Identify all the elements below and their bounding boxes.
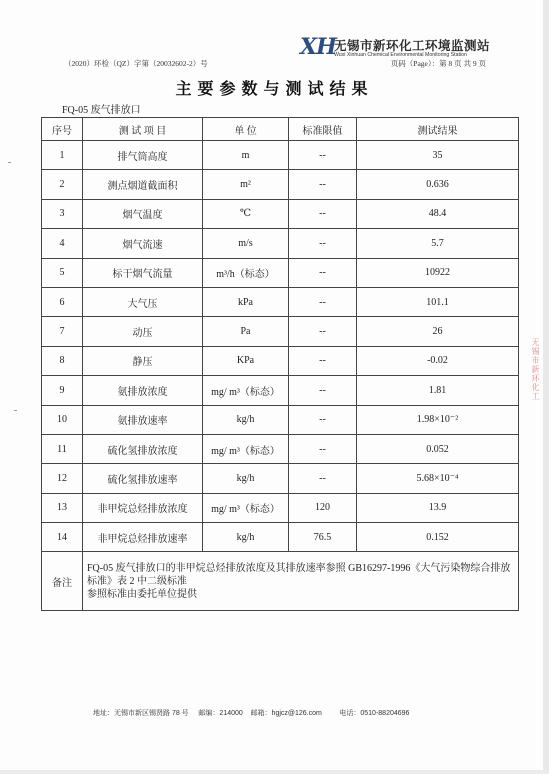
row-limit: 120 bbox=[289, 493, 357, 522]
row-item: 烟气流速 bbox=[83, 229, 203, 258]
table-row bbox=[42, 376, 519, 405]
row-no: 9 bbox=[42, 376, 83, 405]
row-no: 3 bbox=[42, 199, 83, 228]
row-result: 26 bbox=[357, 317, 519, 346]
table-row bbox=[42, 434, 519, 463]
row-unit: Pa bbox=[203, 317, 289, 346]
table-row bbox=[42, 464, 519, 493]
row-unit: KPa bbox=[203, 346, 289, 375]
row-limit: -- bbox=[289, 317, 357, 346]
table-row bbox=[42, 346, 519, 375]
row-no: 13 bbox=[42, 493, 83, 522]
footer-postcode: 邮编：214000 bbox=[198, 710, 243, 717]
row-no: 8 bbox=[42, 346, 83, 375]
remarks-body bbox=[83, 552, 519, 611]
row-result: 1.98×10⁻² bbox=[357, 405, 519, 434]
row-item: 静压 bbox=[83, 346, 203, 375]
footer-phone: 电话：0510-88204696 bbox=[339, 710, 410, 717]
row-result: 10922 bbox=[357, 258, 519, 287]
row-no: 2 bbox=[42, 170, 83, 199]
table-row bbox=[42, 258, 519, 287]
row-no: 7 bbox=[42, 317, 83, 346]
row-no: 14 bbox=[42, 523, 83, 552]
table-row bbox=[42, 170, 519, 199]
row-item: 动压 bbox=[83, 317, 203, 346]
row-item: 非甲烷总烃排放速率 bbox=[83, 523, 203, 552]
station-name-cn: 无锡市新环化工环境监测站 bbox=[334, 38, 491, 53]
row-result: 13.9 bbox=[357, 493, 519, 522]
table-header-row bbox=[42, 118, 519, 141]
row-result: 101.1 bbox=[357, 287, 519, 316]
outlet-name: FQ-05 废气排放口 bbox=[62, 105, 141, 116]
logo-mark: XH bbox=[300, 34, 336, 60]
row-result: 5.7 bbox=[357, 229, 519, 258]
row-limit: -- bbox=[289, 199, 357, 228]
row-item: 非甲烷总烃排放浓度 bbox=[83, 493, 203, 522]
remarks-line-provider: 参照标准由委托单位提供 bbox=[87, 588, 197, 600]
table-row bbox=[42, 141, 519, 170]
row-item: 排气筒高度 bbox=[83, 141, 203, 170]
row-item: 硫化氢排放速率 bbox=[83, 464, 203, 493]
remarks-row bbox=[42, 552, 519, 611]
row-item: 氨排放浓度 bbox=[83, 376, 203, 405]
row-result: 0.152 bbox=[357, 523, 519, 552]
row-result: 0.052 bbox=[357, 434, 519, 463]
row-no: 5 bbox=[42, 258, 83, 287]
row-unit: kPa bbox=[203, 287, 289, 316]
row-item: 烟气温度 bbox=[83, 199, 203, 228]
row-limit: 76.5 bbox=[289, 523, 357, 552]
remarks-line-standard: FQ-05 废气排放口的非甲烷总烃排放浓度及其排放速率参照 GB16297-1996《大气污染物综合排放标准》表 2 中二级标准 bbox=[87, 562, 511, 587]
col-header-unit: 单 位 bbox=[203, 118, 289, 141]
footer-contact bbox=[93, 708, 409, 718]
row-limit: -- bbox=[289, 287, 357, 316]
table-row bbox=[42, 287, 519, 316]
row-unit: kg/h bbox=[203, 523, 289, 552]
row-unit: m³/h（标态） bbox=[203, 258, 289, 287]
row-result: 5.68×10⁻⁴ bbox=[357, 464, 519, 493]
table-row bbox=[42, 229, 519, 258]
col-header-no: 序号 bbox=[42, 118, 83, 141]
row-limit: -- bbox=[289, 170, 357, 199]
row-no: 4 bbox=[42, 229, 83, 258]
row-unit: mg/ m³（标态） bbox=[203, 434, 289, 463]
page-title: 主要参数与测试结果 bbox=[175, 79, 374, 98]
row-item: 硫化氢排放浓度 bbox=[83, 434, 203, 463]
row-no: 11 bbox=[42, 434, 83, 463]
row-result: -0.02 bbox=[357, 346, 519, 375]
col-header-item: 测 试 项 目 bbox=[83, 118, 203, 141]
page-info: 页码（Page）：第 8 页 共 9 页 bbox=[390, 59, 486, 68]
page-edge-bottom bbox=[0, 770, 549, 774]
row-unit: m/s bbox=[203, 229, 289, 258]
row-limit: -- bbox=[289, 229, 357, 258]
remarks-label: 备注 bbox=[42, 552, 83, 611]
row-unit: mg/ m³（标态） bbox=[203, 493, 289, 522]
seal-stamp: 无锡市新环化工 bbox=[531, 338, 540, 401]
station-name-en: Wuxi Xinhuan Chemical Environmental Monitoring Station bbox=[334, 52, 467, 58]
row-limit: -- bbox=[289, 434, 357, 463]
row-unit: kg/h bbox=[203, 405, 289, 434]
footer-address: 地址：无锡市新区锡贤路 78 号 bbox=[93, 710, 189, 717]
row-limit: -- bbox=[289, 141, 357, 170]
row-limit: -- bbox=[289, 376, 357, 405]
row-unit: m² bbox=[203, 170, 289, 199]
row-result: 0.636 bbox=[357, 170, 519, 199]
table-row bbox=[42, 317, 519, 346]
page-edge-right bbox=[543, 0, 549, 774]
row-no: 1 bbox=[42, 141, 83, 170]
table-row bbox=[42, 523, 519, 552]
row-unit: mg/ m³（标态） bbox=[203, 376, 289, 405]
row-item: 标干烟气流量 bbox=[83, 258, 203, 287]
table-row bbox=[42, 405, 519, 434]
row-no: 12 bbox=[42, 464, 83, 493]
row-unit: ℃ bbox=[203, 199, 289, 228]
row-limit: -- bbox=[289, 346, 357, 375]
row-limit: -- bbox=[289, 464, 357, 493]
row-limit: -- bbox=[289, 405, 357, 434]
table-row bbox=[42, 199, 519, 228]
row-result: 48.4 bbox=[357, 199, 519, 228]
row-no: 6 bbox=[42, 287, 83, 316]
footer-email: 邮箱：hgjcz@126.com bbox=[250, 710, 322, 717]
row-limit: -- bbox=[289, 258, 357, 287]
row-unit: m bbox=[203, 141, 289, 170]
col-header-limit: 标准限值 bbox=[289, 118, 357, 141]
row-no: 10 bbox=[42, 405, 83, 434]
col-header-result: 测试结果 bbox=[357, 118, 519, 141]
row-item: 测点烟道截面积 bbox=[83, 170, 203, 199]
row-result: 1.81 bbox=[357, 376, 519, 405]
results-table bbox=[41, 117, 519, 611]
row-result: 35 bbox=[357, 141, 519, 170]
scan-speck bbox=[14, 410, 17, 411]
row-item: 大气压 bbox=[83, 287, 203, 316]
report-number: （2020）环检（QZ）字第（20032602-2）号 bbox=[64, 59, 208, 68]
table-row bbox=[42, 493, 519, 522]
row-item: 氨排放速率 bbox=[83, 405, 203, 434]
scan-speck bbox=[8, 162, 11, 163]
row-unit: kg/h bbox=[203, 464, 289, 493]
